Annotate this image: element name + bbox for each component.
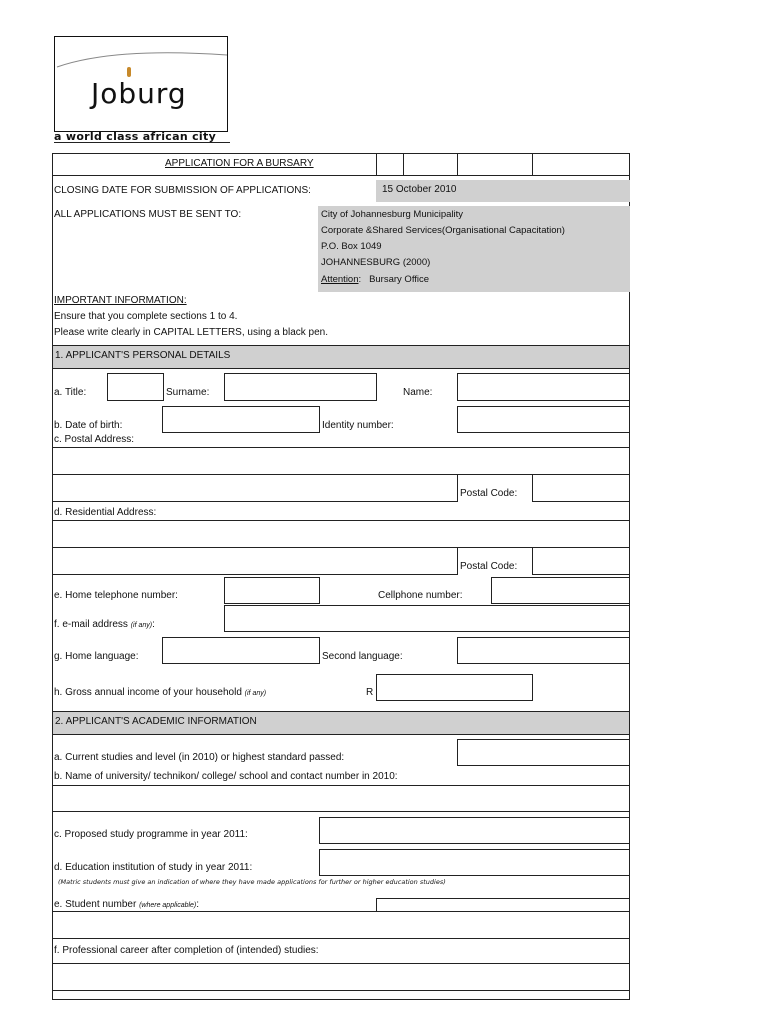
- logo-wordmark: Joburg: [91, 77, 187, 110]
- student-number-label: e. Student number: [54, 899, 137, 910]
- closing-date-label: CLOSING DATE FOR SUBMISSION OF APPLICATIONS:: [54, 185, 311, 196]
- current-studies-label: a. Current studies and level (in 2010) or highest standard passed:: [54, 752, 345, 763]
- dob-field[interactable]: [162, 406, 320, 433]
- name-field[interactable]: [457, 373, 630, 401]
- logo-tagline: a world class african city: [54, 130, 217, 143]
- residential-label: d. Residential Address:: [54, 507, 157, 518]
- cellphone-field[interactable]: [491, 577, 630, 604]
- important-line-2: Please write clearly in CAPITAL LETTERS, using a black pen.: [54, 327, 329, 338]
- address-line-1: City of Johannesburg Municipality: [321, 209, 464, 220]
- form-title: APPLICATION FOR A BURSARY: [165, 158, 314, 169]
- sent-to-label: ALL APPLICATIONS MUST BE SENT TO:: [54, 209, 242, 220]
- name-label: Name:: [403, 387, 433, 398]
- postal-label: c. Postal Address:: [54, 434, 135, 445]
- email-field[interactable]: [224, 605, 630, 632]
- second-language-field[interactable]: [457, 637, 630, 664]
- email-note: (if any): [130, 622, 153, 629]
- income-label: h. Gross annual income of your household: [54, 687, 242, 698]
- dob-label: b. Date of birth:: [54, 420, 123, 431]
- current-studies-field[interactable]: [457, 739, 630, 766]
- career-label: f. Professional career after completion of (intended) studies:: [54, 945, 319, 956]
- postal-code-field[interactable]: [532, 474, 630, 502]
- logo: [54, 36, 228, 132]
- section1-heading: 1. APPLICANT'S PERSONAL DETAILS: [55, 350, 231, 361]
- home-language-label: g. Home language:: [54, 651, 139, 662]
- residential-address-line-2[interactable]: [52, 547, 458, 575]
- surname-label: Surname:: [166, 387, 210, 398]
- postal-code-label-2: Postal Code:: [460, 561, 518, 572]
- home-tel-field[interactable]: [224, 577, 320, 604]
- home-tel-label: e. Home telephone number:: [54, 590, 178, 601]
- income-currency: R: [366, 687, 374, 698]
- logo-flame-icon: [127, 67, 131, 77]
- address-line-3: P.O. Box 1049: [321, 241, 382, 252]
- student-number-colon: :: [196, 899, 200, 910]
- career-field[interactable]: [52, 963, 630, 991]
- important-heading: IMPORTANT INFORMATION:: [54, 295, 187, 306]
- id-field[interactable]: [457, 406, 630, 433]
- student-number-note: (where applicable): [139, 902, 197, 909]
- important-line-1: Ensure that you complete sections 1 to 4.: [54, 311, 238, 322]
- student-number-extra-line[interactable]: [52, 911, 630, 939]
- cellphone-label: Cellphone number:: [378, 590, 463, 601]
- title-label: a. Title:: [54, 387, 87, 398]
- second-language-label: Second language:: [322, 651, 403, 662]
- institution-field[interactable]: [319, 849, 630, 876]
- student-number-field[interactable]: [376, 898, 630, 912]
- income-field[interactable]: [376, 674, 533, 701]
- postal-code-label: Postal Code:: [460, 488, 518, 499]
- title-field[interactable]: [107, 373, 164, 401]
- attention-value: Bursary Office: [369, 274, 430, 285]
- university-field[interactable]: [52, 785, 630, 812]
- attention-label: Attention: [321, 274, 359, 285]
- programme-label: c. Proposed study programme in year 2011:: [54, 829, 248, 840]
- institution-label: d. Education institution of study in year 2011:: [54, 862, 253, 873]
- address-line-4: JOHANNESBURG (2000): [321, 257, 431, 268]
- postal-code-field-2[interactable]: [532, 547, 630, 575]
- email-colon: :: [152, 619, 155, 630]
- id-label: Identity number:: [322, 420, 394, 431]
- section2-heading: 2. APPLICANT'S ACADEMIC INFORMATION: [55, 716, 257, 727]
- residential-address-line-1[interactable]: [52, 520, 630, 548]
- programme-field[interactable]: [319, 817, 630, 844]
- university-label: b. Name of university/ technikon/ college/ school and contact number in 2010:: [54, 771, 398, 782]
- address-line-2: Corporate &Shared Services(Organisational Capacitation): [321, 225, 565, 236]
- postal-address-line-1[interactable]: [52, 447, 630, 475]
- postal-address-line-2[interactable]: [52, 474, 458, 502]
- email-label: f. e-mail address: [54, 619, 128, 630]
- closing-date-value: 15 October 2010: [382, 184, 457, 195]
- surname-field[interactable]: [224, 373, 377, 401]
- home-language-field[interactable]: [162, 637, 320, 664]
- income-note: (if any): [244, 690, 267, 697]
- institution-note: (Matric students must give an indication of where they have made applications for further or higher education studies): [58, 878, 446, 886]
